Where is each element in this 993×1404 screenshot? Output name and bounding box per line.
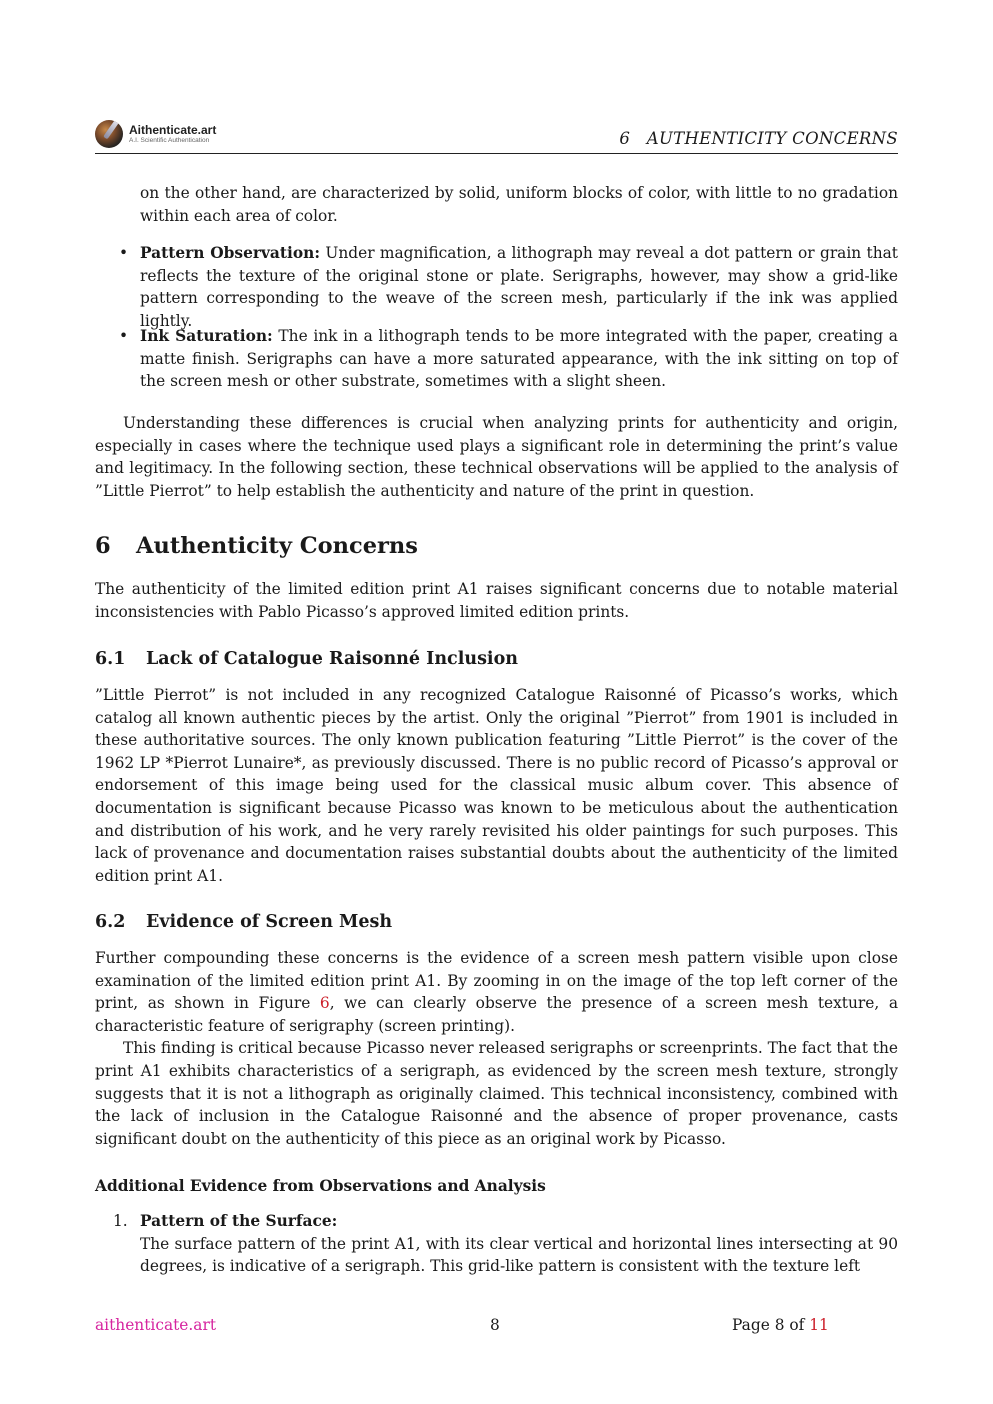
page-count-prefix: Page 8 of	[732, 1316, 810, 1334]
footer-site-link[interactable]: aithenticate.art	[95, 1316, 217, 1334]
list-item	[95, 325, 898, 393]
running-head: 6 AUTHENTICITY CONCERNS	[619, 129, 898, 148]
logo-name: Aithenticate.art	[129, 122, 217, 137]
bullet-icon: •	[119, 244, 129, 262]
logo-icon	[95, 120, 123, 148]
summary-paragraph: Understanding these differences is crucial when analyzing prints for authenticity and origin, especially in cases where the technique used plays a significant role in determining the print’s value and legitimacy. In the following section, these technical observations will be applied to the analysis of ”Little Pierrot” to help establish the authenticity and nature of the print in question.	[95, 414, 898, 500]
bullet-label: Ink Saturation:	[140, 327, 273, 345]
section-number: 6	[95, 533, 111, 559]
bullet-list	[95, 242, 898, 332]
continuation-block	[95, 182, 898, 227]
section-title: Authenticity Concerns	[136, 533, 418, 559]
subsection-heading	[95, 912, 392, 932]
subsection-heading	[95, 649, 518, 669]
list-item-text: The surface pattern of the print A1, with its clear vertical and horizontal lines intersecting at 90 degrees, is indicative of a serigraph. This grid-like pattern is consistent with the texture left	[140, 1234, 898, 1276]
paragraph-text: Further compounding these concerns is the evidence of a screen mesh pattern visible upon close examination of the limited edition print A1. By zooming in on the image of the top left corner of the print, as shown in Figure	[95, 949, 898, 1013]
subsection-paragraph	[95, 947, 898, 1037]
logo-tagline: A.I. Scientific Authentication	[129, 136, 210, 144]
bullet-text: The ink in a lithograph tends to be more integrated with the paper, creating a matte finish. Serigraphs can have a more saturated appearance, with the ink sitting on top of the screen mesh or other substrate, sometimes with a slight sheen.	[140, 327, 898, 391]
list-item	[95, 1210, 898, 1278]
section-heading	[95, 533, 418, 559]
bullet-text: Under magnification, a lithograph may reveal a dot pattern or grain that reflects the texture of the original stone or plate. Serigraphs, however, may show a grid-like pattern corresponding to the weave of the screen mesh, particularly if the ink was applied lightly.	[140, 244, 898, 330]
continuation-text: on the other hand, are characterized by solid, uniform blocks of color, with little to no gradation within each area of color.	[140, 184, 898, 225]
footer-page-number: 8	[490, 1316, 500, 1334]
page-total-link[interactable]: 11	[809, 1316, 829, 1334]
list-item-label: Pattern of the Surface:	[140, 1212, 338, 1230]
subsection-paragraph: This finding is critical because Picasso never released serigraphs or screenprints. The fact that the print A1 exhibits characteristics of a serigraph, as evidenced by the screen mesh texture, strongly suggests that it is not a lithograph as originally claimed. This technical inconsistency, combined with the lack of inclusion in the Catalogue Raisonné and the absence of proper provenance, casts significant doubt on the authenticity of this piece as an original work by Picasso.	[95, 1039, 898, 1148]
list-number: 1.	[113, 1212, 128, 1230]
paragraph-heading: Additional Evidence from Observations and Analysis	[95, 1177, 546, 1195]
numbered-list	[95, 1210, 898, 1278]
paragraph-text: , we can clearly observe the presence of a screen mesh texture, a characteristic feature of serigraphy (screen printing).	[95, 994, 898, 1035]
footer-page-count	[732, 1316, 829, 1334]
bullet-list-2	[95, 325, 898, 393]
section-intro: The authenticity of the limited edition print A1 raises significant concerns due to notable material inconsistencies with Pablo Picasso’s approved limited edition prints.	[95, 580, 898, 621]
bullet-label: Pattern Observation:	[140, 244, 320, 262]
subsection-title: Evidence of Screen Mesh	[146, 912, 393, 932]
logo	[95, 120, 216, 148]
subsection-number: 6.1	[95, 649, 126, 669]
subsection-title: Lack of Catalogue Raisonné Inclusion	[146, 649, 518, 669]
page-header	[95, 119, 898, 154]
list-item	[95, 242, 898, 332]
figure-reference-link[interactable]: 6	[319, 994, 330, 1013]
subsection-text: ”Little Pierrot” is not included in any recognized Catalogue Raisonné of Picasso’s works, which catalog all known authentic pieces by the artist. Only the original ”Pierrot” from 1901 is included in these authoritative sources. The only known publication featuring ”Little Pierrot” is the cover of the 1962 LP *Pierrot Lunaire*, as previously discussed. There is no public record of Picasso’s approval or endorsement of this image being used for the classical music album cover. This absence of documentation is significant because Picasso was known to be meticulous about the authentication and distribution of his work, and he very rarely revisited his older paintings for such purposes. This lack of provenance and documentation raises substantial doubts about the authenticity of the limited edition print A1.	[95, 686, 898, 885]
bullet-icon: •	[119, 327, 129, 345]
subsection-number: 6.2	[95, 912, 126, 932]
